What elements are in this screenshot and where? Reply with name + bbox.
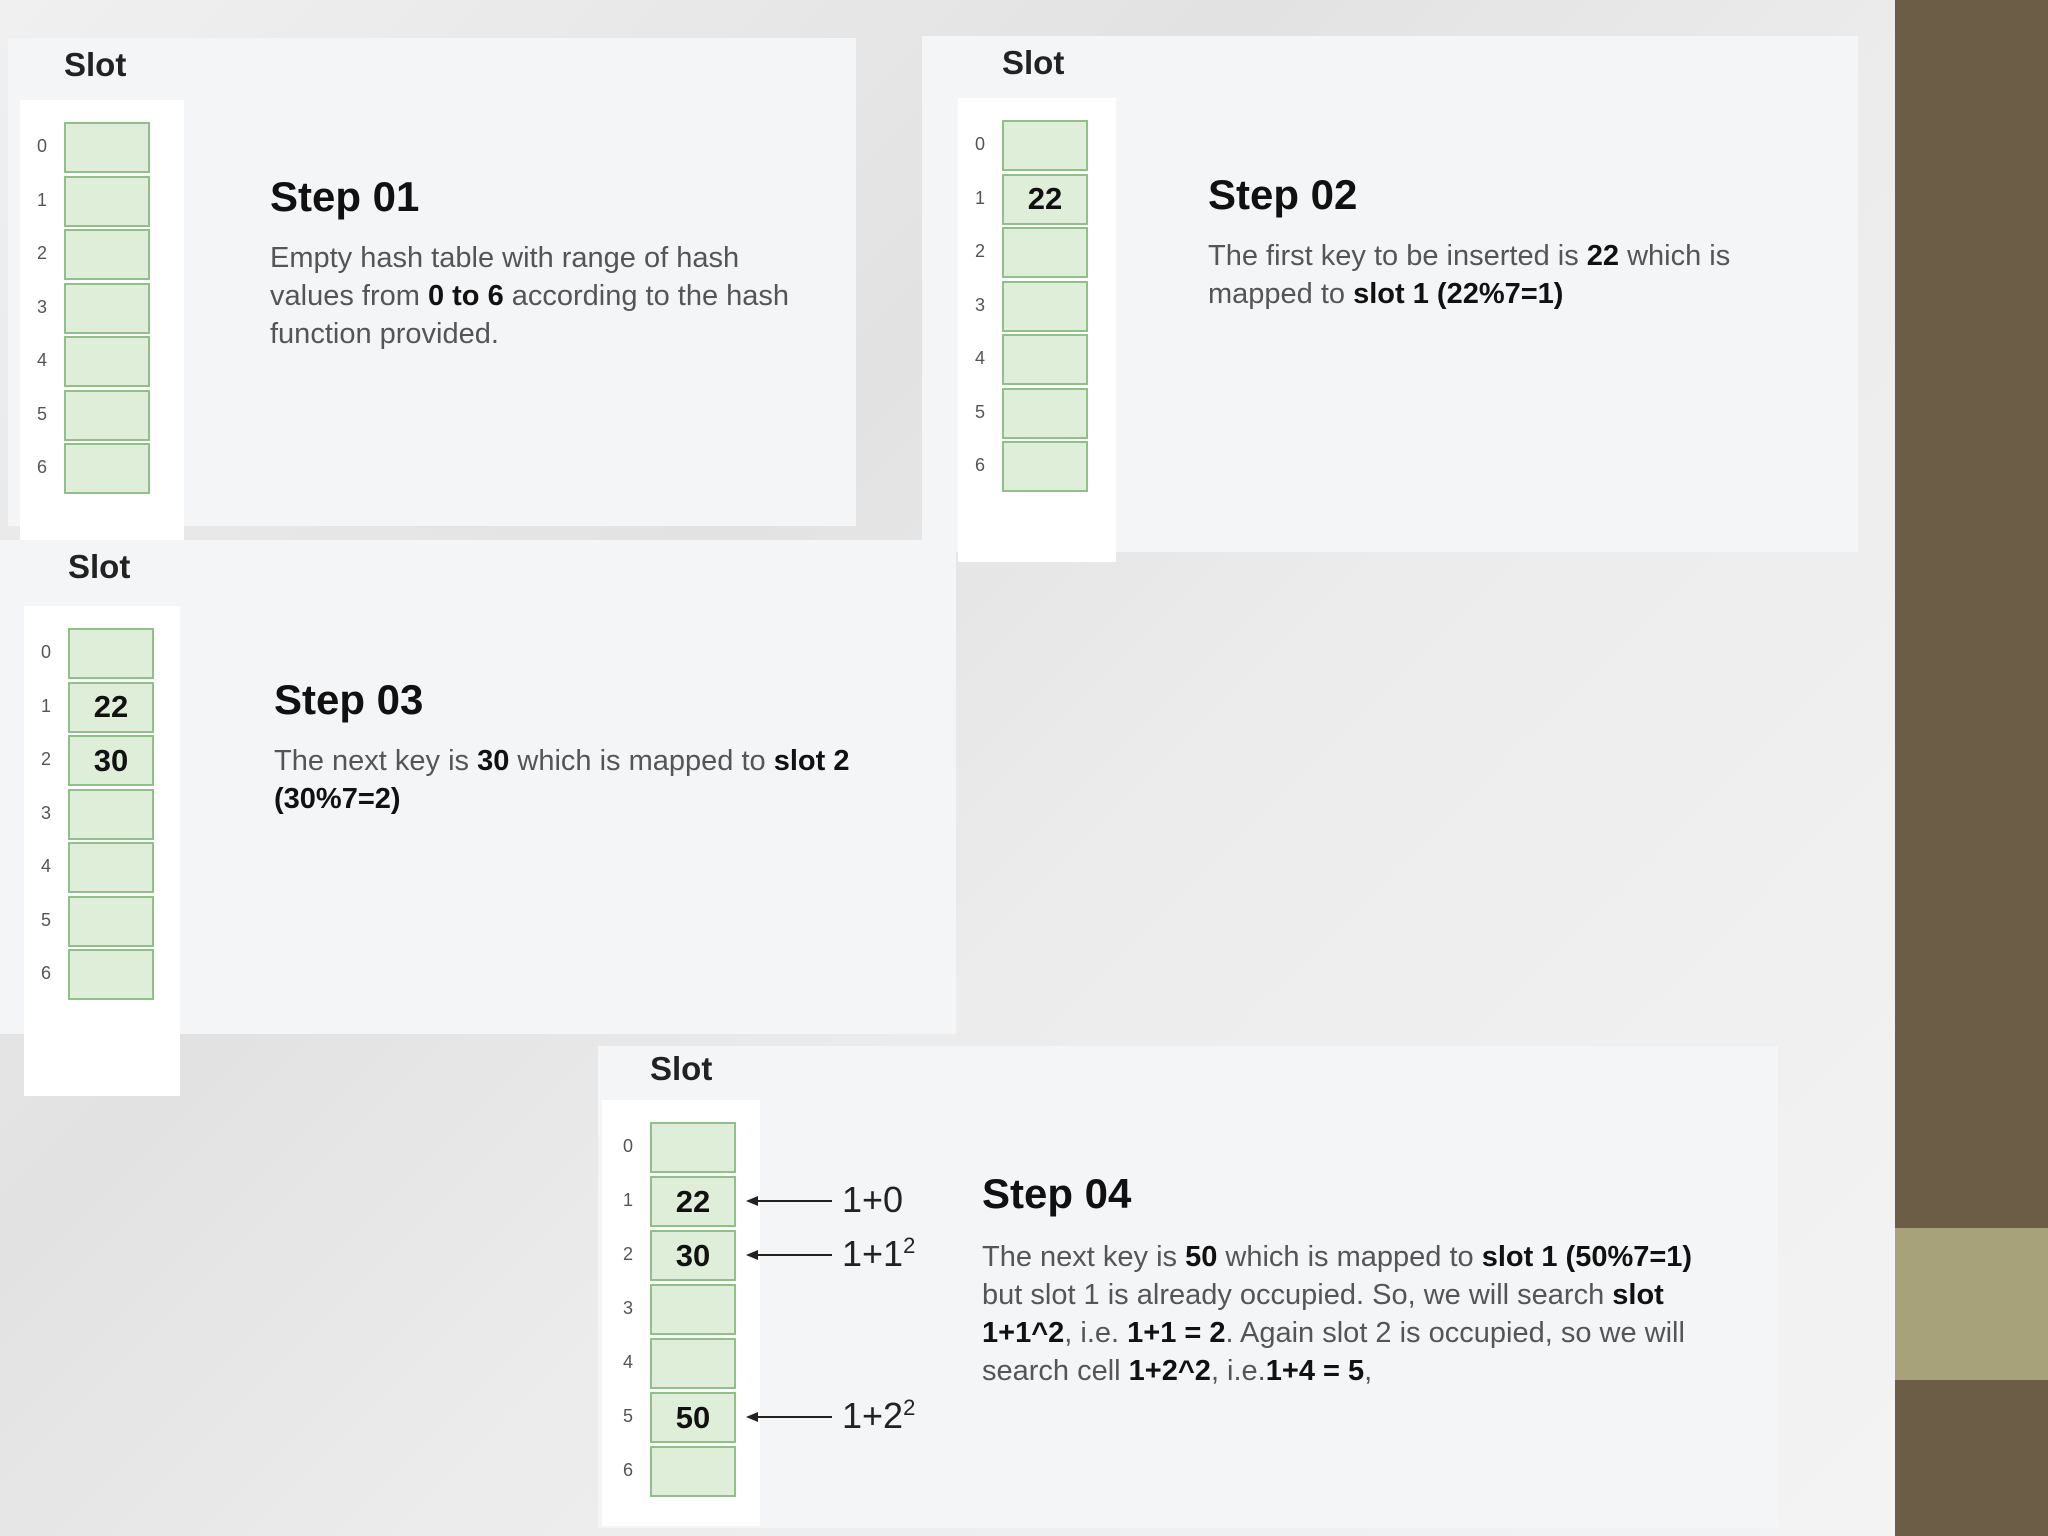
hash-slot-0: [68, 628, 154, 679]
step-description: [982, 1238, 1722, 1390]
hash-slot-1: 22: [1002, 174, 1088, 225]
hash-slot-0: [64, 122, 150, 173]
probe-base: 1+2: [842, 1395, 904, 1436]
probe-arrow-icon: [746, 1407, 836, 1427]
highlight-text: 1+2^2: [1128, 1355, 1211, 1387]
sidebar-accent-block: [1895, 1228, 2048, 1380]
desc-text: [1557, 1241, 1565, 1273]
slot-index-label: 1: [974, 187, 985, 208]
slot-index-label: 0: [622, 1136, 633, 1156]
highlight-text: slot 2 (30%7=2): [274, 745, 850, 815]
slot-heading: Slot: [68, 548, 131, 585]
desc-text: ,: [1364, 1355, 1373, 1387]
hash-slot-1: 22: [68, 682, 154, 733]
probe-base: 1+1: [842, 1233, 904, 1274]
desc-text: which is mapped to: [1217, 1241, 1482, 1273]
hash-slot-5: [64, 390, 150, 441]
slot-heading: Slot: [1002, 44, 1065, 81]
slot-index-label: 4: [36, 350, 47, 370]
slot-index-label: 6: [36, 457, 47, 477]
highlight-text: 1+4 = 5: [1265, 1355, 1365, 1387]
probe-exponent: 2: [903, 1395, 916, 1420]
step-01-panel: [8, 38, 856, 526]
highlight-text: (50%7=1): [1565, 1241, 1693, 1273]
hash-slot-2: 30: [68, 735, 154, 786]
desc-text: , i.e.: [1064, 1317, 1128, 1349]
hash-slot-3: [1002, 281, 1088, 332]
highlight-text: 22: [1586, 240, 1620, 272]
slot-index-label: 5: [36, 403, 47, 424]
step-description: [270, 239, 830, 353]
slot-index-label: 6: [40, 963, 51, 983]
slot-index-label: 0: [40, 642, 51, 662]
hash-slot-5: [68, 896, 154, 947]
slot-index-label: 4: [40, 856, 51, 876]
probe-arrow-icon: [746, 1245, 836, 1265]
slot-heading: Slot: [64, 46, 127, 83]
step-04-panel: [598, 1046, 1778, 1528]
hash-slot-1: [64, 176, 150, 227]
highlight-text: slot 1: [1481, 1241, 1558, 1273]
slot-index-label: 6: [622, 1460, 633, 1480]
step-title: Step 04: [982, 1170, 1132, 1217]
slot-index-label: 6: [974, 455, 985, 475]
slot-index-label: 5: [622, 1406, 633, 1426]
desc-text: , i.e.: [1210, 1355, 1266, 1387]
highlight-text: 0 to 6: [427, 280, 504, 312]
slot-index-label: 4: [622, 1352, 633, 1372]
slot-index-label: 5: [974, 401, 985, 422]
slot-index-label: 3: [36, 296, 47, 317]
hash-slot-4: [650, 1338, 736, 1389]
slot-index-label: 2: [974, 241, 985, 261]
desc-text: The first key to be inserted is: [1208, 240, 1587, 272]
highlight-text: slot 1 (22%7=1): [1353, 278, 1564, 310]
desc-text: which is mapped to: [1208, 240, 1731, 310]
hash-slot-2: [64, 229, 150, 280]
slot-index-label: 5: [40, 909, 51, 930]
step-description: [274, 742, 874, 818]
probe-label: [842, 1233, 915, 1275]
hash-slot-6: [68, 949, 154, 1000]
step-description: [1208, 237, 1808, 313]
hash-table-card: [24, 606, 180, 1096]
hash-table-card: [20, 100, 184, 562]
slot-index-label: 1: [40, 695, 51, 716]
step-03-panel: [0, 540, 956, 1034]
slot-index-label: 2: [622, 1244, 633, 1264]
desc-text: according to the hash function provided.: [270, 280, 790, 350]
probe-arrow-icon: [746, 1191, 836, 1211]
hash-slot-3: [64, 283, 150, 334]
desc-text: which is mapped to: [509, 745, 774, 777]
slot-index-label: 3: [40, 802, 51, 823]
desc-text: The next key is: [274, 745, 478, 777]
probe-exponent: 2: [903, 1233, 916, 1258]
hash-slot-6: [650, 1446, 736, 1497]
slot-index-label: 2: [40, 749, 51, 769]
desc-text: The next key is: [982, 1241, 1186, 1273]
probe-base: 1+0: [842, 1179, 904, 1220]
hash-slot-4: [68, 842, 154, 893]
step-title: Step 03: [274, 676, 424, 723]
slot-heading: Slot: [650, 1050, 713, 1087]
hash-slot-6: [1002, 441, 1088, 492]
slot-index-label: 4: [974, 348, 985, 368]
probe-label: [842, 1179, 903, 1221]
desc-text: . Again slot 2 is occupied, so we will search cell: [982, 1317, 1685, 1387]
step-title: Step 01: [270, 173, 420, 220]
hash-table-card: [602, 1100, 760, 1526]
hash-slot-0: [1002, 120, 1088, 171]
highlight-text: 1+1 = 2: [1127, 1317, 1226, 1349]
slot-index-label: 0: [36, 136, 47, 156]
slot-index-label: 2: [36, 243, 47, 263]
probe-label: [842, 1395, 915, 1437]
highlight-text: slot 1+1^2: [982, 1279, 1664, 1349]
hash-slot-6: [64, 443, 150, 494]
hash-slot-0: [650, 1122, 736, 1173]
highlight-text: 50: [1185, 1241, 1218, 1273]
hash-slot-4: [1002, 334, 1088, 385]
hash-slot-2: [1002, 227, 1088, 278]
desc-text: Empty hash table with range of hash values from: [270, 242, 740, 312]
slot-index-label: 0: [974, 134, 985, 154]
hash-slot-3: [650, 1284, 736, 1335]
highlight-text: 30: [477, 745, 510, 777]
hash-slot-3: [68, 789, 154, 840]
hash-slot-2: 30: [650, 1230, 736, 1281]
step-title: Step 02: [1208, 171, 1358, 218]
hash-slot-5: [1002, 388, 1088, 439]
hash-table-card: [958, 98, 1116, 562]
desc-text: but slot 1 is already occupied. So, we will search: [982, 1279, 1613, 1311]
slot-index-label: 3: [974, 294, 985, 315]
hash-slot-5: 50: [650, 1392, 736, 1443]
step-02-panel: [922, 36, 1858, 552]
hash-slot-1: 22: [650, 1176, 736, 1227]
hash-slot-4: [64, 336, 150, 387]
slot-index-label: 3: [622, 1298, 633, 1318]
slot-index-label: 1: [622, 1190, 633, 1210]
slot-index-label: 1: [36, 189, 47, 210]
